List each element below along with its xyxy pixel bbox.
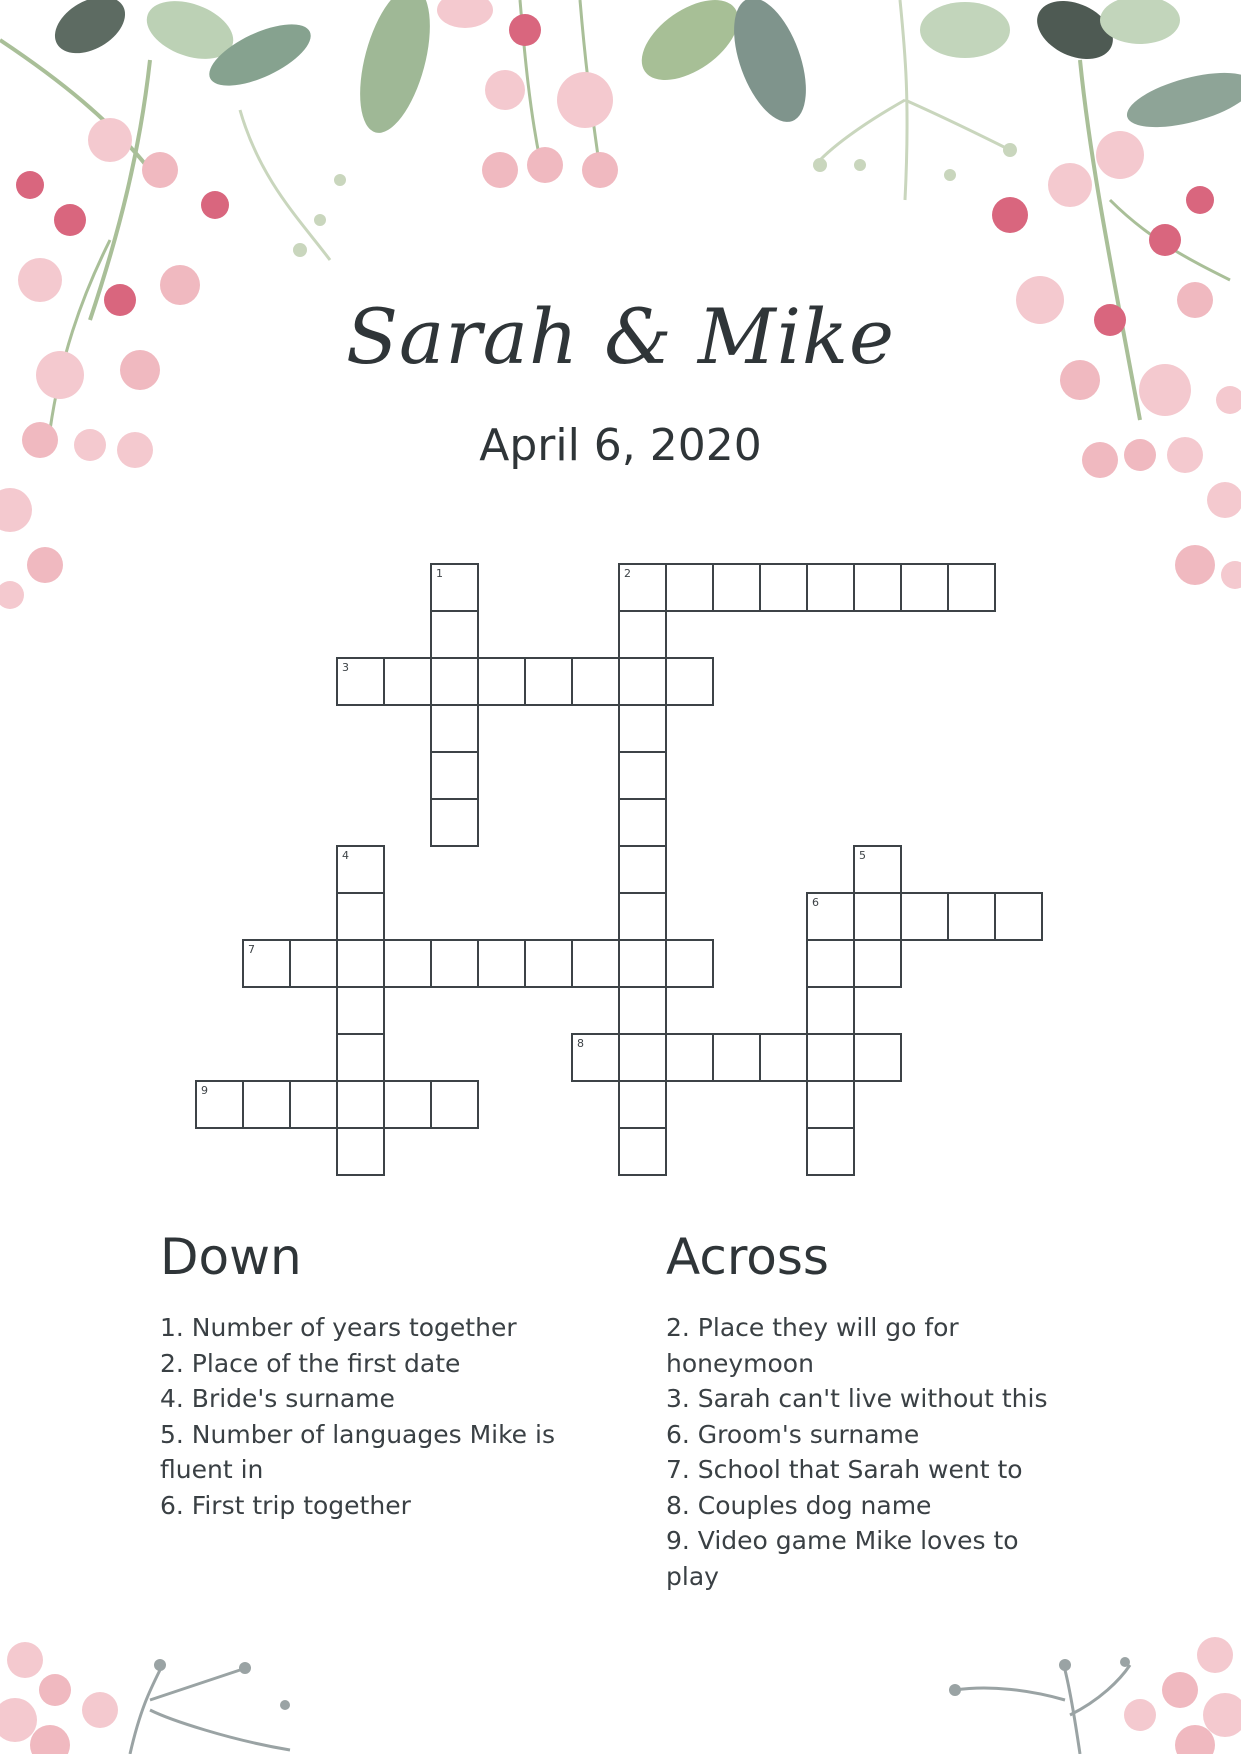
crossword-cell[interactable] [571, 657, 620, 706]
crossword-cell[interactable] [336, 892, 385, 941]
crossword-cell[interactable] [853, 939, 902, 988]
crossword-cell[interactable] [430, 751, 479, 800]
crossword-cell[interactable] [806, 986, 855, 1035]
crossword-cell[interactable] [618, 1127, 667, 1176]
across-clue-list [666, 1310, 1076, 1594]
clue-number: 3 [342, 661, 349, 674]
crossword-cell[interactable] [430, 939, 479, 988]
crossword-cell[interactable] [571, 939, 620, 988]
clue-item: 8. Couples dog name [666, 1490, 932, 1520]
crossword-cell[interactable] [900, 892, 949, 941]
crossword-cell[interactable] [524, 657, 573, 706]
crossword-cell[interactable] [430, 610, 479, 659]
crossword-cell[interactable] [430, 1080, 479, 1129]
crossword-cell[interactable] [336, 1127, 385, 1176]
crossword-cell[interactable] [618, 798, 667, 847]
crossword-cell[interactable] [806, 1080, 855, 1129]
crossword-cell[interactable] [336, 986, 385, 1035]
crossword-cell[interactable] [383, 939, 432, 988]
clue-item: 6. First trip together [160, 1490, 411, 1520]
crossword-cell[interactable] [994, 892, 1043, 941]
clue-number: 2 [624, 567, 631, 580]
crossword-cell[interactable] [806, 563, 855, 612]
crossword-cell[interactable] [289, 939, 338, 988]
crossword-cell[interactable] [759, 1033, 808, 1082]
clue-item: 1. Number of years together [160, 1313, 517, 1342]
clue-item: 2. Place of the first date [160, 1348, 461, 1378]
crossword-cell[interactable] [759, 563, 808, 612]
crossword-cell[interactable] [383, 657, 432, 706]
crossword-cell[interactable] [618, 939, 667, 988]
crossword-cell[interactable] [618, 892, 667, 941]
crossword-cell[interactable] [900, 563, 949, 612]
crossword-cell[interactable] [477, 657, 526, 706]
crossword-cell[interactable] [336, 1080, 385, 1129]
crossword-cell[interactable] [947, 563, 996, 612]
crossword-cell[interactable] [665, 657, 714, 706]
crossword-cell[interactable] [242, 939, 291, 988]
clue-item: 4. Bride's surname [160, 1384, 395, 1413]
crossword-cell[interactable] [195, 1080, 244, 1129]
crossword-cell[interactable] [618, 986, 667, 1035]
crossword-cell[interactable] [712, 563, 761, 612]
crossword-cell[interactable] [665, 1033, 714, 1082]
crossword-cell[interactable] [806, 1127, 855, 1176]
crossword-cell[interactable] [618, 657, 667, 706]
clue-number: 8 [577, 1037, 584, 1050]
crossword-cell[interactable] [336, 657, 385, 706]
crossword-cell[interactable] [853, 1033, 902, 1082]
crossword-cell[interactable] [242, 1080, 291, 1129]
crossword-cell[interactable] [806, 939, 855, 988]
crossword-cell[interactable] [665, 939, 714, 988]
crossword-cell[interactable] [618, 845, 667, 894]
crossword-cell[interactable] [947, 892, 996, 941]
crossword-cell[interactable] [336, 939, 385, 988]
crossword-cell[interactable] [430, 704, 479, 753]
crossword-cell[interactable] [618, 704, 667, 753]
clue-number: 4 [342, 849, 349, 862]
crossword-cell[interactable] [430, 798, 479, 847]
clue-item: 7. School that Sarah went to [666, 1455, 1023, 1484]
clue-item: 6. Groom's surname [666, 1419, 920, 1449]
crossword-cell[interactable] [618, 1080, 667, 1129]
crossword-cell[interactable] [524, 939, 573, 988]
clue-number: 7 [248, 943, 255, 956]
crossword-cell[interactable] [806, 892, 855, 941]
across-clues [666, 1228, 1076, 1594]
clue-item: 3. Sarah can't live without this [666, 1384, 1048, 1413]
crossword-cell[interactable] [430, 563, 479, 612]
crossword-cell[interactable] [289, 1080, 338, 1129]
down-heading: Down [160, 1228, 302, 1286]
down-clue-list [160, 1310, 580, 1523]
clue-item: 5. Number of languages Mike is fluent in [160, 1419, 555, 1484]
clue-item: 9. Video game Mike loves to play [666, 1526, 1019, 1591]
crossword-cell[interactable] [383, 1080, 432, 1129]
crossword-cell[interactable] [618, 610, 667, 659]
across-heading: Across [666, 1228, 829, 1286]
clue-number: 1 [436, 567, 443, 580]
clue-number: 9 [201, 1084, 208, 1097]
crossword-cell[interactable] [618, 1033, 667, 1082]
crossword-cell[interactable] [806, 1033, 855, 1082]
down-clues [160, 1228, 580, 1523]
crossword-cell[interactable] [618, 751, 667, 800]
crossword-cell[interactable] [853, 563, 902, 612]
crossword-cell[interactable] [712, 1033, 761, 1082]
crossword-cell[interactable] [853, 845, 902, 894]
crossword-cell[interactable] [477, 939, 526, 988]
crossword-cell[interactable] [853, 892, 902, 941]
page-title: Sarah & Mike [345, 292, 896, 381]
crossword-cell[interactable] [665, 563, 714, 612]
crossword-cell[interactable] [430, 657, 479, 706]
clue-number: 6 [812, 896, 819, 909]
clue-item: 2. Place they will go for honeymoon [666, 1313, 959, 1378]
event-date: April 6, 2020 [479, 420, 762, 471]
crossword-cell[interactable] [571, 1033, 620, 1082]
clue-number: 5 [859, 849, 866, 862]
crossword-cell[interactable] [618, 563, 667, 612]
crossword-cell[interactable] [336, 845, 385, 894]
crossword-cell[interactable] [336, 1033, 385, 1082]
